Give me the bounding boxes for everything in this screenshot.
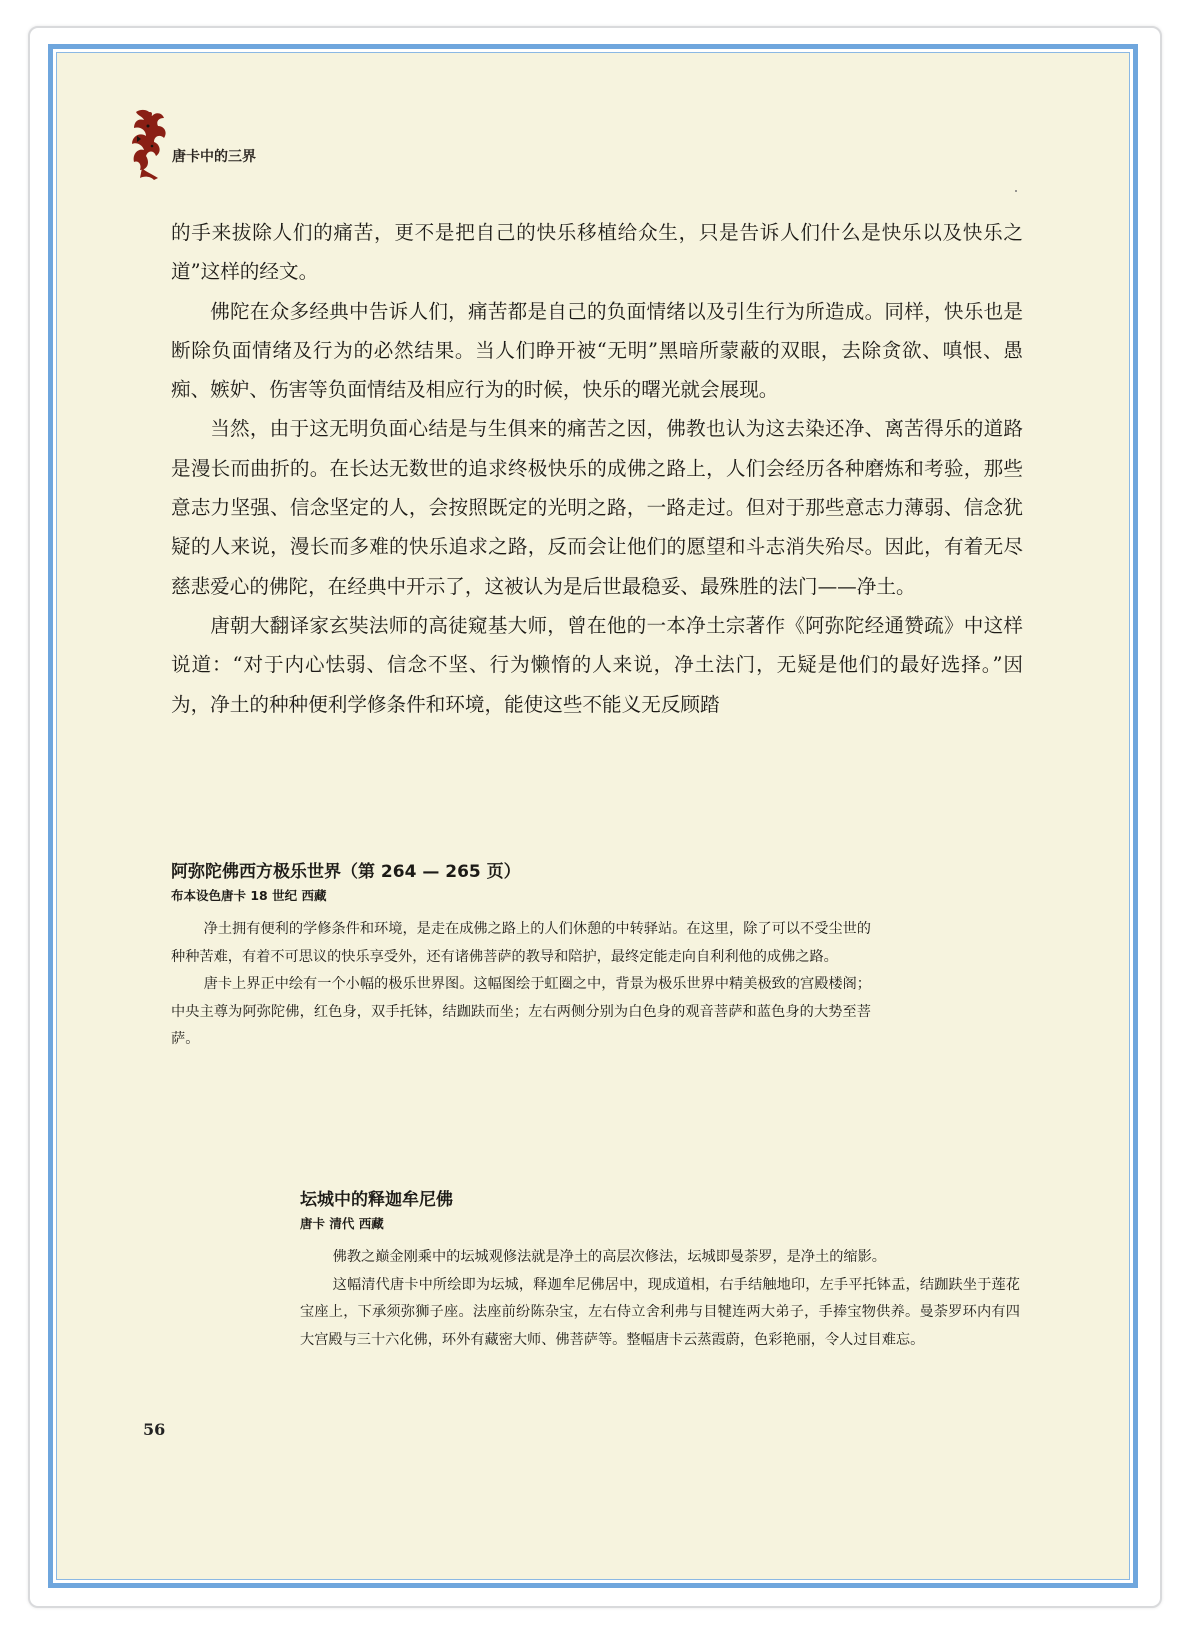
paper-speck	[1015, 190, 1017, 192]
caption-body	[300, 1244, 1020, 1354]
body-paragraph: 佛陀在众多经典中告诉人们，痛苦都是自己的负面情绪以及引生行为所造成。同样，快乐也是断除负面情绪及行为的必然结果。当人们睁开被“无明”黑暗所蒙蔽的双眼，去除贪欲、嗔恨、愚痴、嫉妒、伤害等负面情结及相应行为的时候，快乐的曙光就会展现。	[171, 299, 1023, 402]
caption-title: 坛城中的释迦牟尼佛	[300, 1190, 453, 1210]
running-head	[128, 106, 328, 186]
caption-title: 阿弥陀佛西方极乐世界（第 264 — 265 页）	[171, 862, 521, 882]
page-number: 56	[143, 1420, 166, 1439]
caption-amitabha-pure-land	[171, 858, 871, 1054]
caption-paragraph: 净土拥有便利的学修条件和环境，是走在成佛之路上的人们休憩的中转驿站。在这里，除了可以不受尘世的种种苦难，有着不可思议的快乐享受外，还有诸佛菩萨的教导和陪护，最终定能走向自利利他的成佛之路。	[171, 921, 871, 965]
body-paragraph: 当然，由于这无明负面心结是与生俱来的痛苦之因，佛教也认为这去染还净、离苦得乐的道路是漫长而曲折的。在长达无数世的追求终极快乐的成佛之路上，人们会经历各种磨炼和考验，那些意志力坚强、信念坚定的人，会按照既定的光明之路，一路走过。但对于那些意志力薄弱、信念犹疑的人来说，漫长而多难的快乐追求之路，反而会让他们的愿望和斗志消失殆尽。因此，有着无尽慈悲爱心的佛陀，在经典中开示了，这被认为是后世最稳妥、最殊胜的法门——净土。	[171, 417, 1023, 598]
caption-paragraph: 这幅清代唐卡中所绘即为坛城，释迦牟尼佛居中，现成道相，右手结触地印，左手平托钵盂，结跏趺坐于莲花宝座上，下承须弥狮子座。法座前纷陈杂宝，左右侍立舍利弗与目犍连两大弟子，手捧宝物供养。曼荼罗环内有四大宫殿与三十六化佛，环外有藏密大师、佛菩萨等。整幅唐卡云蒸霞蔚，色彩艳丽，令人过目难忘。	[300, 1276, 1020, 1348]
running-title: 唐卡中的三界	[172, 149, 256, 165]
dragon-ornament-icon	[128, 106, 172, 186]
main-body-text	[171, 213, 1023, 724]
body-paragraph: 的手来拔除人们的痛苦，更不是把自己的快乐移植给众生，只是告诉人们什么是快乐以及快乐之道”这样的经文。	[171, 221, 1023, 284]
caption-meta: 布本设色唐卡 18 世纪 西藏	[171, 888, 327, 903]
caption-meta: 唐卡 清代 西藏	[300, 1216, 384, 1231]
caption-paragraph: 唐卡上界正中绘有一个小幅的极乐世界图。这幅图绘于虹圈之中，背景为极乐世界中精美极致的宫殿楼阁；中央主尊为阿弥陀佛，红色身，双手托钵，结跏趺而坐；左右两侧分别为白色身的观音菩萨和蓝色身的大势至菩萨。	[171, 976, 871, 1047]
body-paragraph: 唐朝大翻译家玄奘法师的高徒窥基大师，曾在他的一本净土宗著作《阿弥陀经通赞疏》中这样说道：“对于内心怯弱、信念不坚、行为懒惰的人来说，净土法门，无疑是他们的最好选择。”因为，净土的种种便利学修条件和环境，能使这些不能义无反顾踏	[171, 613, 1023, 716]
caption-mandala-shakyamuni	[300, 1186, 1020, 1354]
caption-paragraph: 佛教之巅金刚乘中的坛城观修法就是净土的高层次修法，坛城即曼荼罗，是净土的缩影。	[332, 1249, 886, 1265]
caption-body	[171, 916, 871, 1054]
